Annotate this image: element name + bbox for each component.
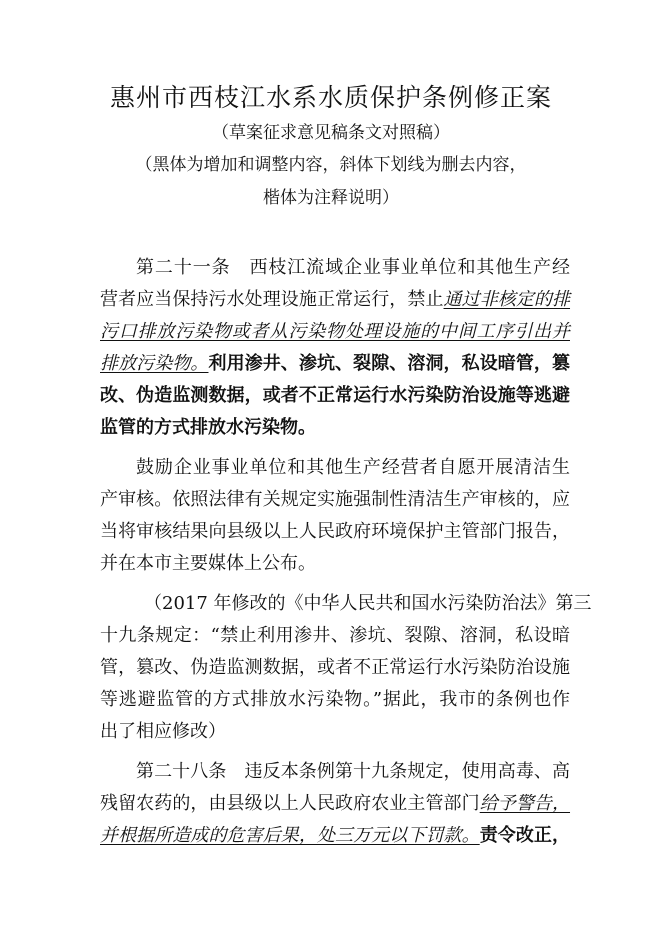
plain-text: 营者应当保持污水处理设施正常运行，禁止 [100,289,444,310]
deleted-text: 通过非核定的排 [443,289,571,310]
article-21-line-2 [100,284,570,316]
article-21-line-5 [100,380,570,412]
article-21-line-4 [100,348,570,380]
article-21-line-6 [100,412,570,444]
note-line-5: 出了相应修改） [100,721,226,742]
added-text: 责令改正， [479,825,571,846]
paragraph-2-line-2: 产审核。依照法律有关规定实施强制性清洁生产审核的，应 [100,489,570,510]
note-line-3: 管，篡改、伪造监测数据，或者不正常运行水污染防治设施 [100,657,570,678]
deleted-text: 污口排放污染物或者从污染物处理设施的中间工序引出并 [100,321,570,342]
article-21-line-1: 第二十一条 西枝江流域企业事业单位和其他生产经 [136,257,570,278]
paragraph-2-line-1: 鼓励企业事业单位和其他生产经营者自愿开展清洁生 [136,457,570,478]
deleted-text: 给予警告， [479,793,571,814]
article-28-line-2 [100,788,570,820]
added-text: 监管的方式排放水污染物。 [100,417,316,438]
plain-text: 残留农药的，由县级以上人民政府农业主管部门 [100,793,480,814]
document-title: 惠州市西枝江水系水质保护条例修正案 [109,83,552,112]
document-subtitle: （草案征求意见稿条文对照稿） [212,123,450,143]
paragraph-2-line-3: 当将审核结果向县级以上人民政府环境保护主管部门报告， [100,521,570,542]
deleted-text: 排放污染物。 [100,353,209,374]
legend-note-line-1: （黑体为增加和调整内容，斜体下划线为删去内容， [135,155,527,175]
paragraph-2-line-4: 并在本市主要媒体上公布。 [100,553,316,574]
note-line-1: （2017 年修改的《中华人民共和国水污染防治法》第三 [144,593,592,614]
note-line-2: 十九条规定：“禁止利用渗井、渗坑、裂隙、溶洞，私设暗 [100,625,570,646]
article-21-line-3 [100,316,570,348]
added-text: 利用渗井、渗坑、裂隙、溶洞，私设暗管，篡 [208,353,571,374]
note-line-4: 等逃避监管的方式排放水污染物。”据此，我市的条例也作 [100,689,570,710]
legend-note-line-2: 楷体为注释说明） [263,188,399,208]
deleted-text: 并根据所造成的危害后果，处三万元以下罚款。 [100,825,480,846]
added-text: 改、伪造监测数据，或者不正常运行水污染防治设施等逃避 [100,385,570,406]
article-28-line-1: 第二十八条 违反本条例第十九条规定，使用高毒、高 [136,761,570,782]
article-28-line-3 [100,820,570,852]
